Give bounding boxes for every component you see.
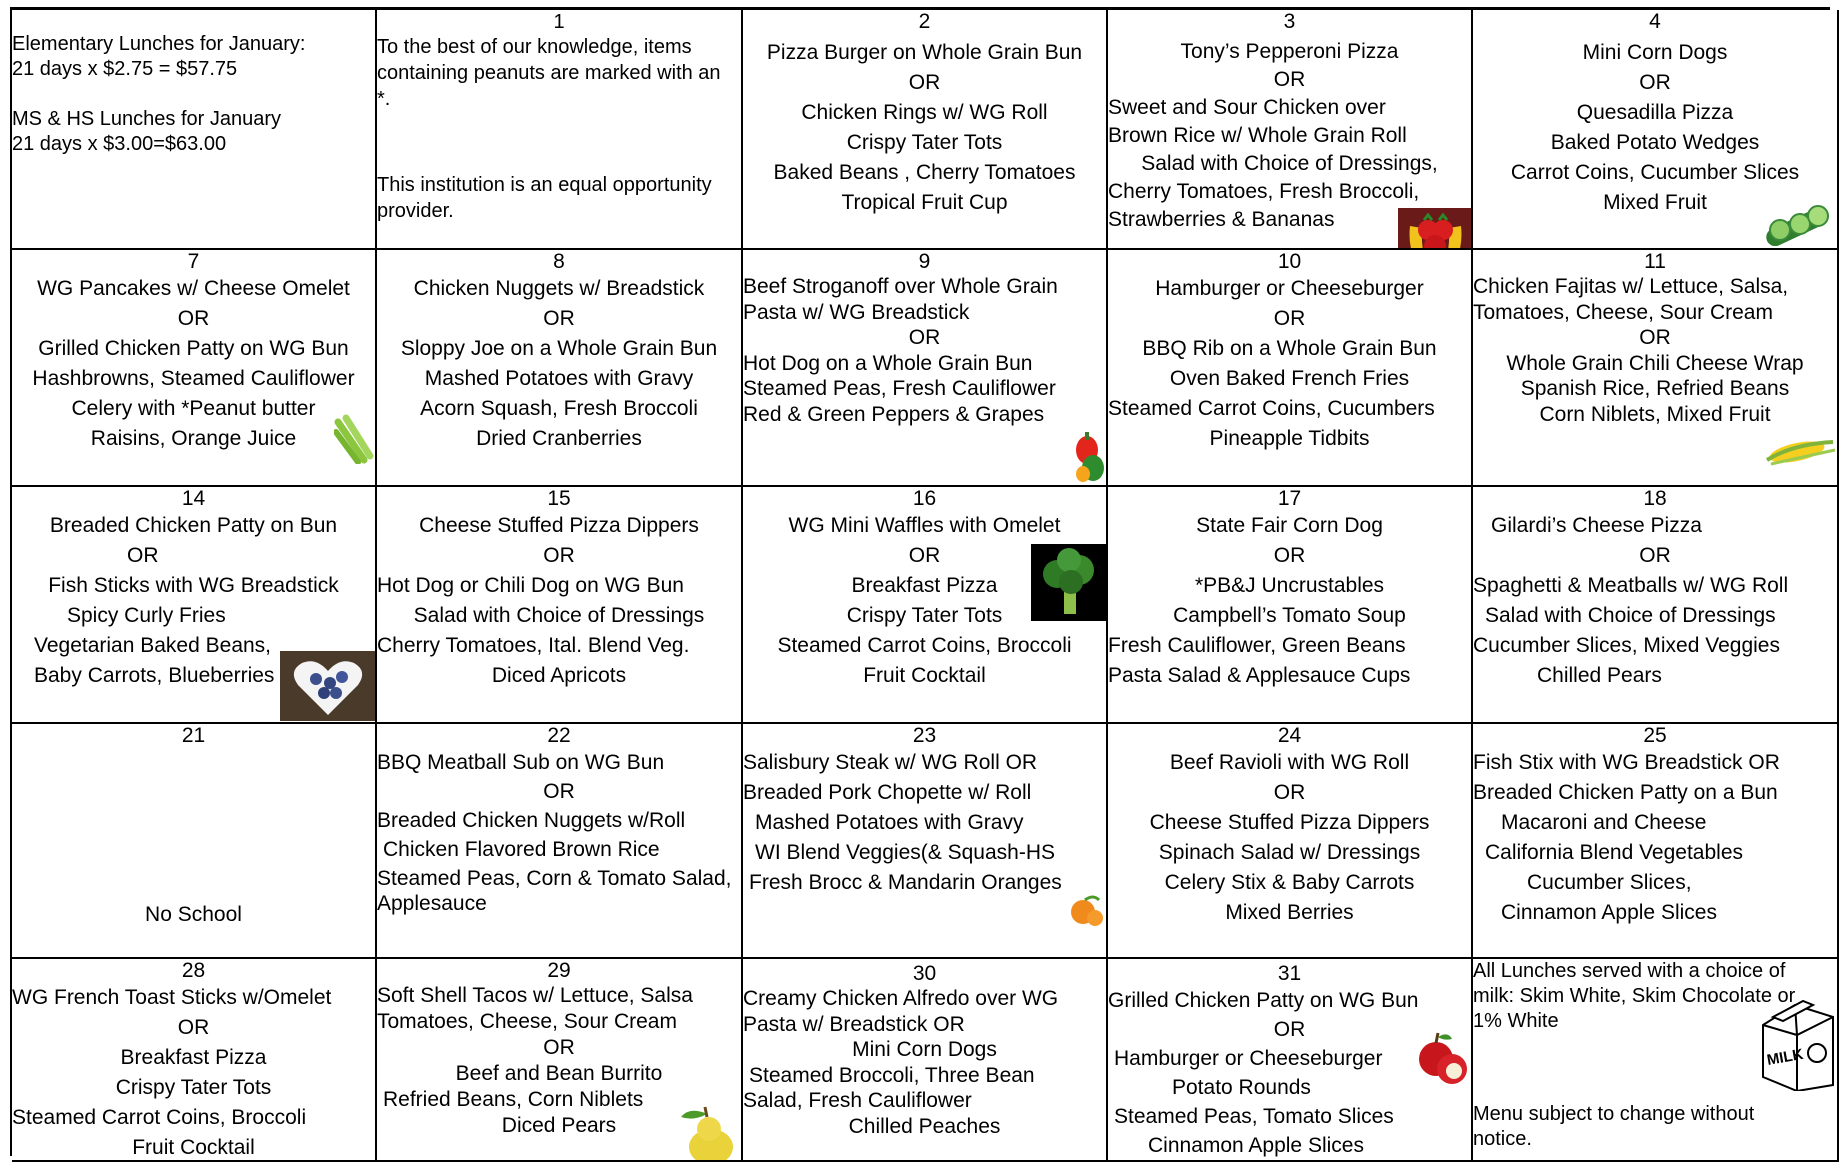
day-number: 31: [1277, 962, 1302, 985]
day-cell-30: [743, 959, 1108, 1162]
menu-line: OR: [177, 307, 210, 330]
day-cell-29: [377, 959, 743, 1162]
menu-line: OR: [1273, 544, 1306, 567]
menu-line: Hot Dog or Chili Dog on WG Bun: [377, 574, 684, 597]
day-cell-1: [377, 10, 743, 250]
menu-line: Hamburger or Cheeseburger: [1155, 277, 1424, 300]
menu-line: Fresh Brocc & Mandarin Oranges: [749, 871, 1062, 894]
day-cell-14: [12, 487, 377, 724]
day-number: 30: [912, 962, 937, 985]
menu-line: Chilled Pears: [1537, 664, 1662, 687]
menu-line: Spicy Curly Fries: [67, 604, 226, 627]
menu-line: Pineapple Tidbits: [1209, 427, 1370, 450]
menu-line: Sweet and Sour Chicken over: [1108, 96, 1386, 119]
menu-line: Beef Stroganoff over Whole Grain: [743, 275, 1058, 298]
menu-line: Celery with *Peanut butter: [71, 397, 316, 420]
menu-line: OR: [1273, 68, 1306, 91]
menu-line: WG French Toast Sticks w/Omelet: [12, 986, 332, 1009]
menu-line: State Fair Corn Dog: [1196, 514, 1383, 537]
mshs-price-title: MS & HS Lunches for January: [12, 108, 282, 130]
menu-calendar: [10, 7, 1830, 1159]
menu-line: Mixed Berries: [1225, 901, 1354, 924]
menu-line: Diced Pears: [501, 1114, 617, 1137]
menu-line: Breaded Chicken Nuggets w/Roll: [377, 809, 686, 832]
milk-cell: [1473, 959, 1839, 1162]
menu-line: WG Pancakes w/ Cheese Omelet: [37, 277, 350, 300]
menu-line: Celery Stix & Baby Carrots: [1164, 871, 1415, 894]
menu-line: BBQ Meatball Sub on WG Bun: [377, 751, 665, 774]
menu-line: Crispy Tater Tots: [115, 1076, 272, 1099]
menu-line: OR: [543, 780, 575, 803]
day-number: 21: [181, 724, 206, 747]
menu-line: Mashed Potatoes with Gravy: [424, 367, 694, 390]
menu-line: Mashed Potatoes with Gravy: [755, 811, 1024, 834]
menu-line: Breaded Pork Chopette w/ Roll: [743, 781, 1032, 804]
menu-line: Raisins, Orange Juice: [90, 427, 297, 450]
menu-line: Chicken Nuggets w/ Breadstick: [413, 277, 705, 300]
day-number: 1: [553, 11, 565, 33]
menu-line: OR: [908, 71, 941, 94]
menu-line: Chicken Flavored Brown Rice: [383, 838, 660, 861]
day-cell-18: [1473, 487, 1839, 724]
menu-line: Crispy Tater Tots: [846, 131, 1003, 154]
menu-line: Steamed Peas, Tomato Slices: [1114, 1105, 1394, 1128]
day-cell-2: [743, 10, 1108, 250]
menu-line: OR: [1639, 71, 1671, 94]
menu-line: Breakfast Pizza: [120, 1046, 267, 1069]
menu-line: OR: [543, 307, 575, 330]
day-number: 14: [181, 487, 206, 510]
menu-line: OR: [1273, 781, 1306, 804]
cucumber-icon: [1758, 190, 1836, 246]
menu-line: Corn Niblets, Mixed Fruit: [1539, 402, 1771, 426]
day-cell-16: [743, 487, 1108, 724]
menu-line: Macaroni and Cheese: [1501, 811, 1707, 834]
day-number: 25: [1643, 724, 1667, 747]
menu-line: OR: [1273, 307, 1306, 330]
no-school-label: No School: [145, 903, 242, 926]
elementary-price-title: Elementary Lunches for January:: [12, 33, 306, 55]
pear-icon: [673, 1105, 741, 1162]
menu-line: Cinnamon Apple Slices: [1501, 901, 1717, 924]
menu-line: Mini Corn Dogs: [1582, 41, 1728, 64]
mshs-price-calc: 21 days x $3.00=$63.00: [12, 133, 227, 155]
menu-line: Salisbury Steak w/ WG Roll OR: [743, 751, 1038, 774]
menu-line: Mixed Fruit: [1603, 191, 1707, 214]
day-cell-22: [377, 724, 743, 959]
day-number: 17: [1277, 487, 1302, 510]
day-cell-17: [1108, 487, 1473, 724]
menu-line: Brown Rice w/ Whole Grain Roll: [1108, 124, 1407, 147]
mandarin-orange-icon: [1067, 894, 1107, 938]
menu-line: California Blend Vegetables: [1485, 841, 1744, 864]
menu-line: Fresh Cauliflower, Green Beans: [1108, 634, 1406, 657]
day-cell-28: [12, 959, 377, 1162]
menu-line: Steamed Broccoli, Three Bean: [749, 1063, 1035, 1087]
day-cell-21: [12, 724, 377, 959]
menu-line: Pizza Burger on Whole Grain Bun: [766, 41, 1083, 64]
menu-line: *PB&J Uncrustables: [1194, 574, 1385, 597]
day-cell-4: [1473, 10, 1839, 250]
menu-line: OR: [127, 544, 159, 567]
menu-line: Breaded Chicken Patty on Bun: [49, 514, 338, 537]
menu-line: Salad, Fresh Cauliflower: [743, 1089, 972, 1112]
menu-line: Creamy Chicken Alfredo over WG: [743, 987, 1059, 1010]
menu-line: Spanish Rice, Refried Beans: [1520, 377, 1790, 400]
menu-line: Crispy Tater Tots: [846, 604, 1003, 627]
menu-line: Fruit Cocktail: [132, 1136, 255, 1159]
menu-line: Pasta w/ WG Breadstick: [743, 300, 970, 324]
day-number: 23: [912, 724, 937, 747]
menu-line: Cheese Stuffed Pizza Dippers: [1149, 811, 1430, 834]
menu-line: OR: [177, 1016, 210, 1039]
menu-line: Cucumber Slices,: [1527, 871, 1692, 894]
menu-line: Pasta w/ Breadstick OR: [743, 1012, 965, 1036]
day-number: 18: [1643, 487, 1667, 510]
menu-line: Pasta Salad & Applesauce Cups: [1108, 664, 1411, 687]
menu-line: Steamed Carrot Coins, Cucumbers: [1108, 397, 1435, 420]
menu-line: Acorn Squash, Fresh Broccoli: [420, 397, 698, 420]
menu-line: Hashbrowns, Steamed Cauliflower: [32, 367, 355, 390]
menu-line: Gilardi’s Cheese Pizza: [1491, 514, 1702, 537]
day-number: 8: [553, 250, 565, 273]
menu-change-note: Menu subject to change without notice.: [1473, 1103, 1755, 1150]
menu-line: Quesadilla Pizza: [1576, 101, 1734, 124]
menu-line: Chilled Peaches: [848, 1114, 1001, 1138]
milk-note: All Lunches served with a choice of milk: Skim White, Skim Chocolate or 1% White: [1473, 960, 1796, 1032]
day-cell-3: [1108, 10, 1473, 250]
day-cell-23: [743, 724, 1108, 959]
menu-line: Tropical Fruit Cup: [841, 191, 1008, 214]
menu-line: OR: [1639, 326, 1671, 349]
day-cell-31: [1108, 959, 1473, 1162]
menu-line: Fish Stix with WG Breadstick OR: [1473, 751, 1780, 774]
menu-line: Whole Grain Chili Cheese Wrap: [1506, 351, 1804, 375]
menu-line: Strawberries & Bananas: [1108, 208, 1335, 231]
menu-line: Dried Cranberries: [476, 427, 642, 450]
blueberries-icon: [280, 651, 376, 721]
menu-line: Hamburger or Cheeseburger: [1114, 1047, 1383, 1070]
menu-line: Cherry Tomatoes, Fresh Broccoli,: [1108, 180, 1420, 203]
day-cell-9: [743, 250, 1108, 487]
menu-line: Spaghetti & Meatballs w/ WG Roll: [1473, 574, 1789, 597]
menu-line: Red & Green Peppers & Grapes: [743, 402, 1045, 426]
peanut-note: To the best of our knowledge, items containing peanuts are marked with an *.: [377, 36, 721, 110]
peppers-icon: [1073, 430, 1107, 486]
day-cell-10: [1108, 250, 1473, 487]
celery-icon: [334, 412, 376, 464]
menu-line: OR: [908, 544, 941, 567]
menu-line: Baked Beans , Cherry Tomatoes: [773, 161, 1076, 184]
day-cell-15: [377, 487, 743, 724]
menu-line: Salad with Choice of Dressings,: [1141, 152, 1438, 175]
day-number: 9: [918, 250, 931, 273]
menu-line: OR: [908, 326, 941, 349]
menu-line: WG Mini Waffles with Omelet: [788, 514, 1061, 537]
info-cell: [12, 10, 377, 250]
day-number: 29: [547, 959, 571, 982]
menu-line: Steamed Peas, Corn & Tomato Salad,: [377, 867, 732, 890]
apples-icon: [1414, 1029, 1472, 1089]
menu-line: OR: [543, 1036, 575, 1059]
day-number: 15: [547, 487, 571, 510]
menu-line: Tony’s Pepperoni Pizza: [1180, 40, 1399, 63]
menu-line: Tomatoes, Cheese, Sour Cream: [1473, 300, 1773, 324]
broccoli-icon: [1031, 544, 1108, 621]
menu-line: Chicken Rings w/ WG Roll: [801, 101, 1048, 124]
day-number: 24: [1277, 724, 1302, 747]
day-number: 4: [1649, 10, 1661, 33]
menu-line: Potato Rounds: [1172, 1076, 1311, 1099]
menu-line: Cinnamon Apple Slices: [1148, 1134, 1364, 1157]
menu-line: Fruit Cocktail: [863, 664, 986, 687]
menu-line: Hot Dog on a Whole Grain Bun: [743, 351, 1033, 375]
menu-line: Beef and Bean Burrito: [455, 1062, 663, 1085]
day-cell-25: [1473, 724, 1839, 959]
menu-line: Steamed Carrot Coins, Broccoli: [12, 1106, 307, 1129]
menu-line: Grilled Chicken Patty on WG Bun: [1108, 989, 1419, 1012]
menu-line: Steamed Carrot Coins, Broccoli: [777, 634, 1072, 657]
day-number: 10: [1277, 250, 1302, 273]
day-number: 22: [547, 724, 571, 747]
menu-line: OR: [543, 544, 575, 567]
menu-line: Breakfast Pizza: [851, 574, 998, 597]
menu-line: Diced Apricots: [491, 664, 627, 687]
day-number: 7: [187, 250, 200, 273]
day-number: 11: [1644, 250, 1666, 273]
menu-line: Fish Sticks with WG Breadstick: [48, 574, 339, 597]
day-number: 2: [918, 10, 931, 33]
menu-line: Beef Ravioli with WG Roll: [1169, 751, 1410, 774]
day-number: 3: [1283, 10, 1296, 33]
menu-line: OR: [1639, 544, 1671, 567]
menu-line: Cheese Stuffed Pizza Dippers: [419, 514, 699, 537]
menu-line: Chicken Fajitas w/ Lettuce, Salsa,: [1473, 275, 1789, 298]
carton-label: MILK: [1765, 1045, 1805, 1069]
menu-line: Cucumber Slices, Mixed Veggies: [1473, 634, 1780, 657]
strawberries-bananas-icon: [1398, 208, 1473, 250]
day-cell-7: [12, 250, 377, 487]
menu-line: Tomatoes, Cheese, Sour Cream: [377, 1010, 677, 1033]
milk-carton-icon: [1753, 995, 1837, 1091]
spacer: [12, 82, 375, 107]
menu-line: BBQ Rib on a Whole Grain Bun: [1142, 337, 1437, 360]
day-number: 16: [912, 487, 937, 510]
corn-icon: [1763, 430, 1837, 470]
menu-line: Salad with Choice of Dressings: [1485, 604, 1776, 627]
menu-line: Carrot Coins, Cucumber Slices: [1510, 161, 1800, 184]
menu-line: Baby Carrots, Blueberries: [34, 664, 275, 687]
menu-line: WI Blend Veggies(& Squash-HS: [755, 841, 1055, 864]
day-cell-11: [1473, 250, 1839, 487]
menu-line: Sloppy Joe on a Whole Grain Bun: [400, 337, 718, 360]
elementary-price-calc: 21 days x $2.75 = $57.75: [12, 58, 238, 80]
menu-line: Cherry Tomatoes, Ital. Blend Veg.: [377, 634, 690, 657]
menu-line: Mini Corn Dogs: [852, 1038, 997, 1061]
menu-line: Steamed Peas, Fresh Cauliflower: [743, 377, 1056, 400]
day-number: 28: [181, 959, 206, 982]
menu-line: Campbell’s Tomato Soup: [1173, 604, 1406, 627]
menu-line: Breaded Chicken Patty on a Bun: [1473, 781, 1778, 804]
day-cell-24: [1108, 724, 1473, 959]
menu-line: Oven Baked French Fries: [1169, 367, 1410, 390]
menu-line: Applesauce: [377, 892, 487, 915]
equal-opportunity-note: This institution is an equal opportunity provider.: [377, 174, 712, 222]
menu-line: Salad with Choice of Dressings: [413, 604, 705, 627]
menu-line: Baked Potato Wedges: [1550, 131, 1760, 154]
menu-line: Vegetarian Baked Beans,: [34, 634, 272, 657]
day-cell-8: [377, 250, 743, 487]
menu-line: Soft Shell Tacos w/ Lettuce, Salsa: [377, 984, 693, 1007]
menu-line: Refried Beans, Corn Niblets: [383, 1088, 644, 1111]
menu-line: Grilled Chicken Patty on WG Bun: [38, 337, 349, 360]
menu-line: OR: [1273, 1018, 1306, 1041]
menu-line: Spinach Salad w/ Dressings: [1158, 841, 1421, 864]
